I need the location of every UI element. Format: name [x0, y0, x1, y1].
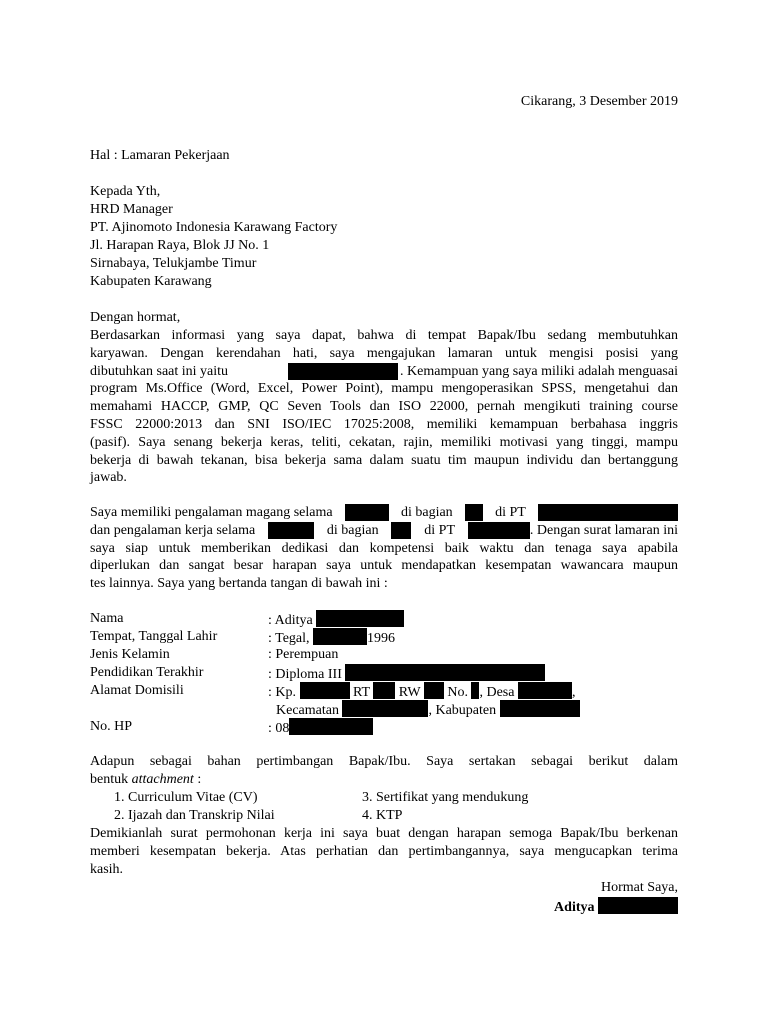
redaction-bar — [268, 522, 314, 539]
text-fragment: . Dengan surat lamaran ini — [529, 522, 678, 538]
recipient-line: PT. Ajinomoto Indonesia Karawang Factory — [90, 220, 338, 235]
text-fragment: di bagian — [326, 522, 379, 538]
text-fragment: : Tegal, — [268, 631, 310, 646]
redaction-bar — [500, 700, 580, 717]
paragraph-line — [90, 504, 678, 522]
paragraph-experience — [90, 504, 678, 593]
text-fragment: Saya memiliki pengalaman magang selama — [90, 505, 333, 520]
redaction-bar — [313, 628, 367, 645]
paragraph-line: tes lainnya. Saya yang bertanda tangan di bawah ini : — [90, 576, 388, 592]
redaction-bar — [424, 682, 444, 699]
text-fragment-italic: attachment — [131, 771, 194, 787]
text-fragment: di PT — [424, 522, 456, 538]
recipient-line: Jl. Harapan Raya, Blok JJ No. 1 — [90, 238, 270, 253]
text-fragment: No. — [447, 685, 468, 700]
text-fragment: : Kp. — [268, 685, 296, 700]
paragraph-line — [90, 522, 678, 540]
text-fragment: di PT — [495, 505, 526, 520]
recipient-line: Kepada Yth, — [90, 184, 161, 199]
recipient-line: Sirnabaya, Telukjambe Timur — [90, 256, 257, 271]
signer-name — [478, 897, 678, 917]
paragraph-line: (pasif). Saya senang bekerja keras, teliti, cekatan, rajin, memiliki motivasi yang tinggi, mampu — [90, 434, 678, 450]
redaction-bar — [289, 718, 373, 735]
paragraph-line: Berdasarkan informasi yang saya dapat, bahwa di tempat Bapak/Ibu sedang membutuhkan — [90, 328, 678, 343]
text-fragment: , Kabupaten — [428, 703, 497, 718]
paragraph-line: kasih. — [90, 861, 124, 877]
paragraph-line: memahami HACCP, GMP, QC Seven Tools dan ISO 22000, pernah mengikuti training course — [90, 399, 678, 415]
paragraph-line: Adapun sebagai bahan pertimbangan Bapak/Ibu. Saya sertakan sebagai berikut dalam — [90, 754, 678, 769]
detail-label: Jenis Kelamin — [90, 647, 170, 662]
text-fragment: Kecamatan — [276, 703, 339, 718]
text-fragment: RW — [398, 685, 421, 700]
redaction-bar — [468, 522, 530, 539]
redaction-bar — [391, 522, 411, 539]
text-fragment: Aditya — [554, 900, 595, 915]
text-fragment: dan pengalaman kerja selama — [90, 522, 256, 538]
redaction-bar — [373, 682, 395, 699]
detail-label: Pendidikan Terakhir — [90, 665, 204, 680]
place-date: Cikarang, 3 Desember 2019 — [520, 94, 678, 109]
redaction-bar — [345, 664, 545, 681]
list-item: 3. Sertifikat yang mendukung — [362, 790, 529, 805]
paragraph-line — [90, 363, 678, 381]
redaction-bar — [345, 504, 389, 521]
redaction-bar — [598, 897, 678, 914]
detail-value — [268, 664, 545, 684]
text-fragment: bentuk — [90, 771, 129, 787]
redaction-bar — [342, 700, 428, 717]
paragraph-line: diperlukan dan sangat besar harapan saya untuk mendapatkan kesempatan wawancara maupun — [90, 558, 678, 574]
redaction-bar — [288, 363, 398, 380]
text-fragment: : Diploma III — [268, 667, 342, 682]
text-fragment: : 08 — [268, 721, 290, 736]
text-fragment: di bagian — [400, 505, 453, 520]
paragraph-line: memberi kesempatan bekerja. Atas perhatian dan pertimbangannya, saya mengucapkan terima — [90, 843, 678, 859]
list-item: 4. KTP — [362, 808, 403, 823]
paragraph-line: jawab. — [90, 470, 127, 486]
detail-label: Nama — [90, 611, 124, 626]
paragraph-intro — [90, 327, 678, 487]
text-fragment: RT — [353, 685, 370, 700]
detail-value — [268, 610, 404, 630]
detail-label: Tempat, Tanggal Lahir — [90, 629, 218, 644]
text-fragment: 1996 — [367, 631, 396, 646]
text-fragment: , Desa — [479, 685, 515, 700]
text-fragment: : — [193, 771, 202, 787]
text-fragment — [468, 522, 678, 540]
detail-label: Alamat Domisili — [90, 683, 184, 698]
detail-value — [268, 682, 575, 702]
paragraph-line — [90, 771, 678, 789]
salutation: Hormat Saya, — [601, 880, 678, 895]
text-fragment: : Aditya — [268, 613, 313, 628]
detail-value — [268, 628, 395, 648]
recipient-line: Kabupaten Karawang — [90, 274, 212, 289]
paragraph-closing — [90, 825, 678, 878]
subject-line: Hal : Lamaran Pekerjaan — [90, 148, 230, 163]
paragraph-line: karyawan. Dengan kerendahan hati, saya mengajukan lamaran untuk mengisi posisi yang — [90, 345, 678, 361]
redaction-bar — [538, 504, 678, 521]
recipient-line: HRD Manager — [90, 202, 173, 217]
text-fragment: . Kemampuan yang saya miliki adalah menguasai — [400, 363, 678, 379]
list-item: 2. Ijazah dan Transkrip Nilai — [114, 808, 275, 823]
detail-value: : Perempuan — [268, 647, 339, 662]
detail-value — [268, 718, 373, 738]
list-item: 1. Curriculum Vitae (CV) — [114, 790, 258, 805]
paragraph-line: program Ms.Office (Word, Excel, Power Point), mampu mengoperasikan SPSS, mengetahui dan — [90, 381, 678, 397]
text-fragment: dibutuhkan saat ini yaitu — [90, 363, 229, 379]
greeting: Dengan hormat, — [90, 310, 181, 325]
redaction-bar — [316, 610, 404, 627]
text-fragment: , — [571, 685, 576, 700]
redaction-bar — [465, 504, 483, 521]
paragraph-line: Demikianlah surat permohonan kerja ini saya buat dengan harapan semoga Bapak/Ibu berkenan — [90, 826, 678, 841]
detail-label: No. HP — [90, 719, 133, 734]
redaction-bar — [518, 682, 572, 699]
redaction-bar — [300, 682, 350, 699]
text-fragment — [288, 363, 678, 381]
paragraph-attachment — [90, 753, 678, 789]
paragraph-line: FSSC 22000:2013 dan SNI ISO/IEC 17025:2008, memiliki kemampuan berbahasa inggris — [90, 416, 678, 432]
paragraph-line: bekerja di bawah tekanan, bisa bekerja sama dalam suatu tim maupun individu dan bertanggung — [90, 452, 678, 468]
paragraph-line: saya siap untuk memberikan dedikasi dan kompetensi baik waktu dan tenaga saya apabila — [90, 540, 678, 556]
detail-value — [276, 700, 580, 720]
